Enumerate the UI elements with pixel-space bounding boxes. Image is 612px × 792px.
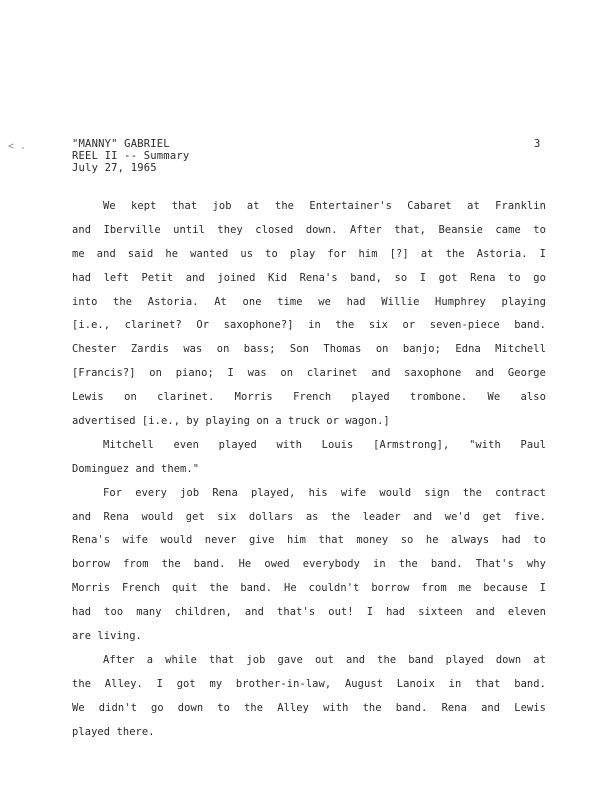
text-line: [i.e., clarinet? Or saxophone?] in the six or seven-piece band.	[72, 319, 546, 332]
text-line: Mitchell even played with Louis [Armstrong], "with Paul	[103, 438, 546, 451]
text-line: We didn't go down to the Alley with the band. Rena and Lewis	[72, 701, 546, 714]
text-line: Morris French quit the band. He couldn't borrow from me because I	[72, 582, 546, 595]
reel-label: REEL II -- Summary	[72, 150, 190, 162]
text-line: Rena's wife would never give him that money so he always had to	[72, 534, 546, 547]
page-number: 3	[534, 138, 541, 150]
text-line: had left Petit and joined Kid Rena's band, so I got Rena to go	[72, 271, 546, 284]
text-line: advertised [i.e., by playing on a truck or wagon.]	[72, 415, 390, 428]
paragraph	[72, 434, 546, 482]
paragraph	[72, 195, 546, 434]
text-line: played there.	[72, 725, 155, 738]
text-line: are living.	[72, 630, 142, 643]
text-line: For every job Rena played, his wife would sign the contract	[103, 486, 546, 499]
margin-mark: < .	[8, 141, 27, 152]
text-line: borrow from the band. He owed everybody in the band. That's why	[72, 558, 546, 571]
text-line: had too many children, and that's out! I had sixteen and eleven	[72, 606, 546, 619]
text-line: and Iberville until they closed down. After that, Beansie came to	[72, 223, 546, 236]
paragraph	[72, 649, 546, 745]
text-line: Lewis on clarinet. Morris French played trombone. We also	[72, 391, 546, 404]
text-line: We kept that job at the Entertainer's Cabaret at Franklin	[103, 200, 546, 212]
document-header	[72, 138, 189, 174]
paragraph	[72, 482, 546, 649]
interviewee-name: "MANNY" GABRIEL	[72, 138, 170, 150]
text-line: Chester Zardis was on bass; Son Thomas on banjo; Edna Mitchell	[72, 343, 546, 356]
text-line: and Rena would get six dollars as the leader and we'd get five.	[72, 510, 546, 523]
text-line: Dominguez and them."	[72, 462, 200, 475]
interview-date: July 27, 1965	[72, 162, 157, 174]
transcript-body	[72, 195, 546, 744]
text-line: [Francis?] on piano; I was on clarinet and saxophone and George	[72, 367, 546, 380]
text-line: me and said he wanted us to play for him [?] at the Astoria. I	[72, 247, 546, 260]
text-line: After a while that job gave out and the band played down at	[103, 653, 546, 666]
text-line: into the Astoria. At one time we had Willie Humphrey playing	[72, 295, 546, 308]
text-line: the Alley. I got my brother-in-law, August Lanoix in that band.	[72, 677, 546, 690]
